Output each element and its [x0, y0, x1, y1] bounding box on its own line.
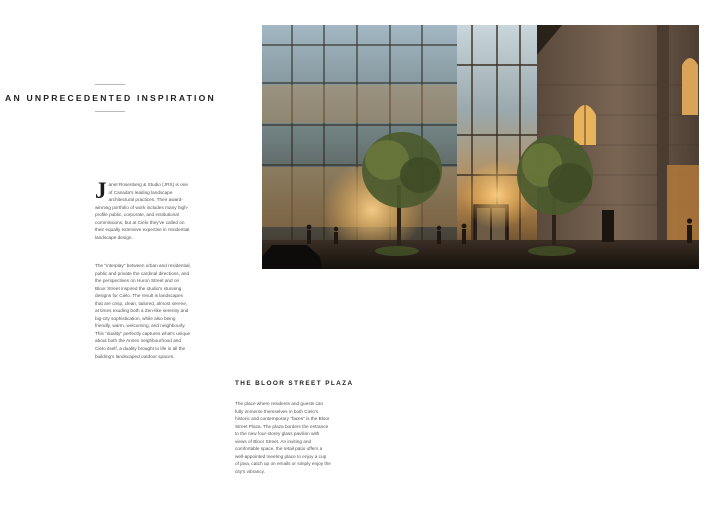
plaza-paragraph: The place where residents and guests can fully immerse themselves in both Cielo's historic and contemporary "faces" is the Bloor Street Plaza. The plaza borders the entrance to the new four-storey glass pavilion with views of Bloor Street. An inviting and comfortable space, the retail patio offers a well-appointed meeting place to enjoy a cup of java, catch up on emails or simply enjoy the city's vibrancy.	[235, 401, 331, 474]
heading-rule-bottom	[95, 111, 125, 112]
drop-cap: J	[95, 178, 107, 203]
building-rendering-image	[262, 25, 699, 269]
heading-rule-top	[95, 84, 125, 85]
plaza-heading: THE BLOOR STREET PLAZA	[235, 380, 354, 387]
intro-paragraph	[95, 178, 191, 241]
intro-text: anet Rosenberg & Studio (JRS) is one of Canada's leading landscape architectural practices. Their award-winning portfolio of work includes many high-profile public, corporate, and institutional commissions, but at Cielo they've called on their equally extensive expertise in residential landscape design.	[95, 182, 190, 240]
interplay-paragraph: The "interplay" between urban and residential, public and private the cardinal directions, and the perspectives on Huron Street and on Bloor Street inspired the studio's stunning designs for Cielo. The result is landscapes that are crisp, clean, tailored, almost serene, at times exuding both a Zen-like serenity and big-city sophistication, while also being friendly, warm, welcoming, and neighbourly. This "duality" perfectly captures what's unique about both the Annex neighbourhood and Cielo itself, a duality brought to life in all the building's landscaped outdoor spaces.	[95, 263, 191, 359]
page-title: AN UNPRECEDENTED INSPIRATION	[5, 93, 216, 103]
